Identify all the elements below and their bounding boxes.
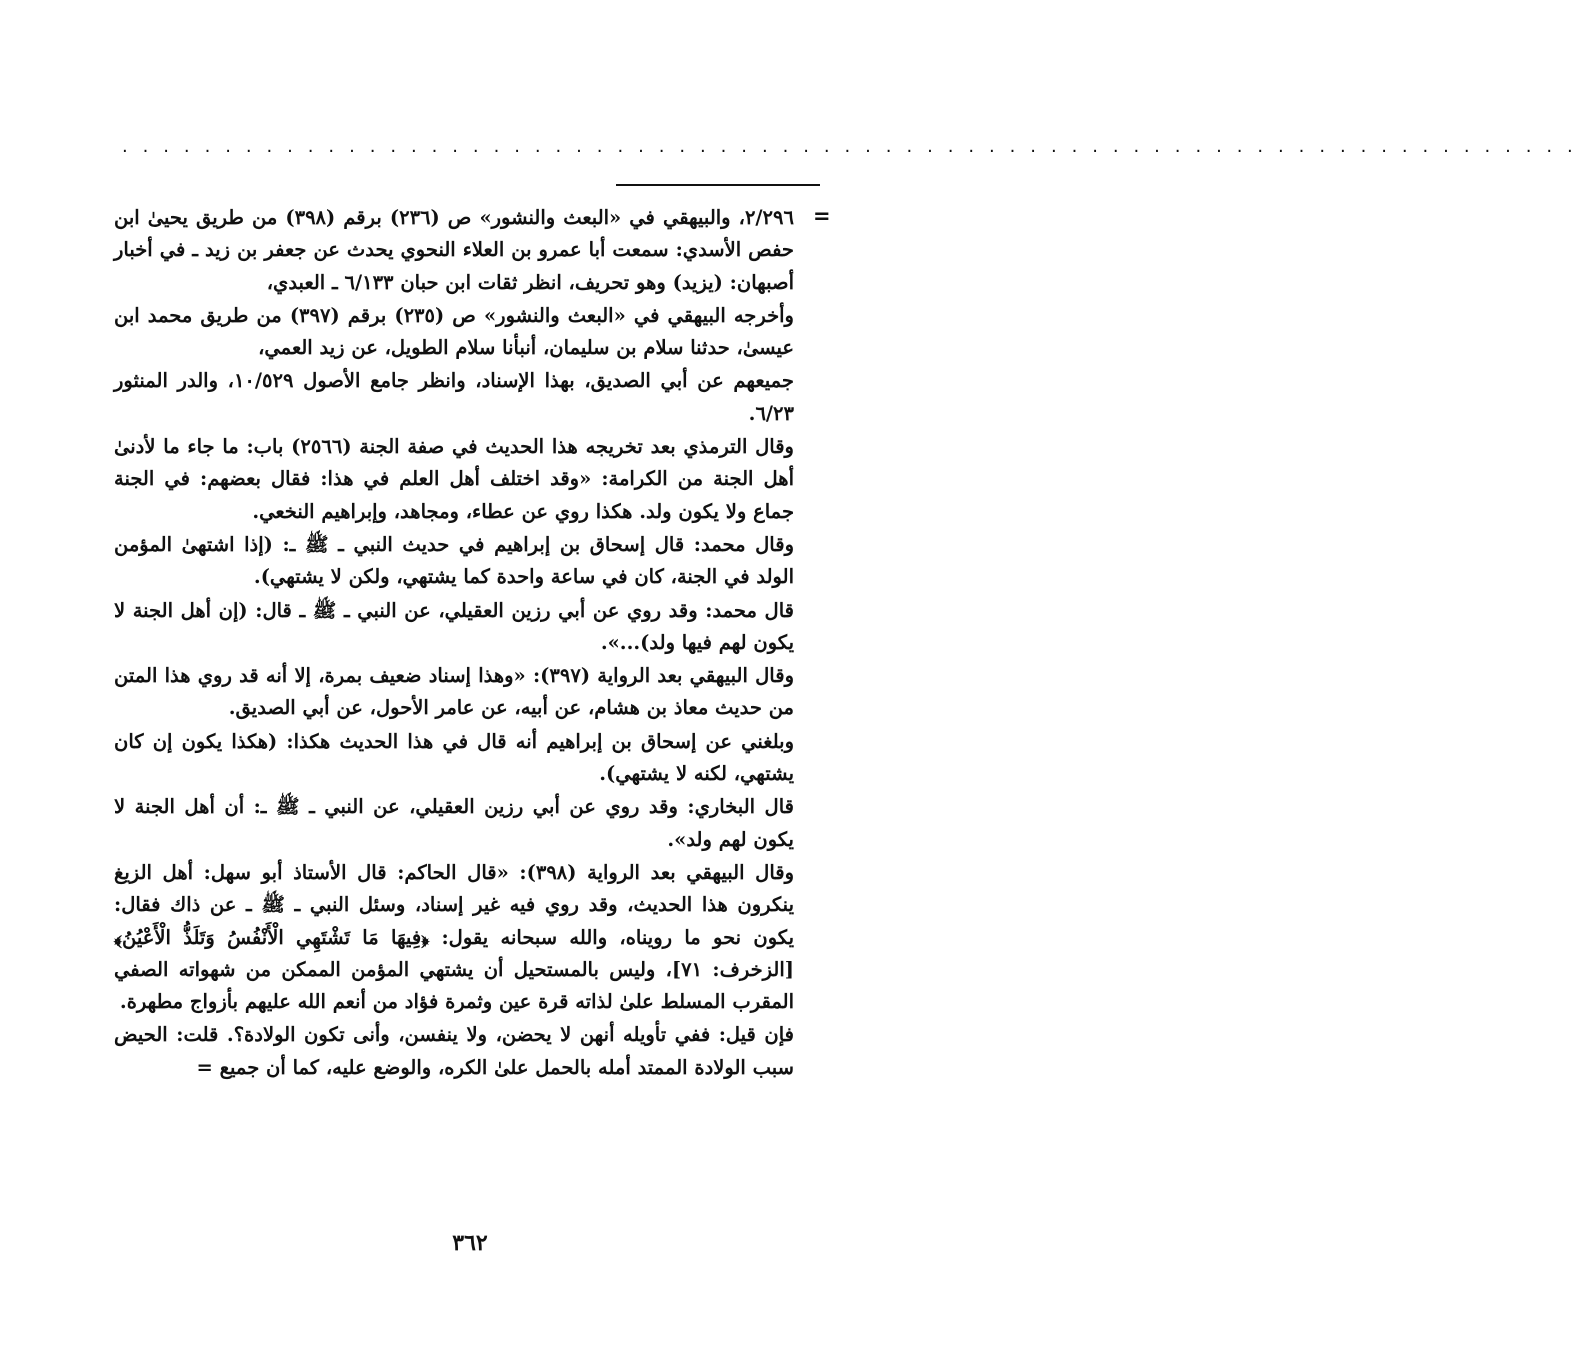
footnote-separator-rule (616, 184, 820, 186)
footnote-paragraph-4: وقال الترمذي بعد تخريجه هذا الحديث في صفة الجنة (٢٥٦٦) باب: ما جاء ما لأدنىٰ أهل الجنة من الكرامة: «وقد اختلف أهل العلم في هذا: فقال بعضهم: في الجنة جماع ولا يكون ولد. هكذا روي عن عطاء، ومجاهد، وإبراهيم النخعي. (114, 435, 794, 523)
footnote-paragraph-11: فإن قيل: ففي تأويله أنهن لا يحضن، ولا ينفسن، وأنى تكون الولادة؟. قلت: الحيض سبب الولادة الممتد أمله بالحمل علىٰ الكره، والوضع عليه، كما أن جميع = (114, 1023, 794, 1079)
footnote-paragraph-9: قال البخاري: وقد روي عن أبي رزين العقيلي، عن النبي ـ ﷺ ـ: أن أهل الجنة لا يكون لهم ولد». (114, 795, 794, 851)
page-number: ٣٦٢ (452, 1230, 488, 1256)
footnote-paragraph-6: قال محمد: وقد روي عن أبي رزين العقيلي، عن النبي ـ ﷺ ـ قال: (إن أهل الجنة لا يكون لهم فيها ولد)...». (114, 598, 794, 654)
footnote-paragraph-3: جميعهم عن أبي الصديق، بهذا الإسناد، وانظر جامع الأصول ١٠/٥٢٩، والدر المنثور ٦/٢٣. (114, 369, 794, 425)
footnote-paragraph-7: وقال البيهقي بعد الرواية (٣٩٧): «وهذا إسناد ضعيف بمرة، إلا أنه قد روي هذا المتن من حديث معاذ بن هشام، عن أبيه، عن عامر الأحول، عن أبي الصديق. (114, 664, 794, 720)
footnote-paragraph-8: وبلغني عن إسحاق بن إبراهيم أنه قال في هذا الحديث هكذا: (هكذا يكون إن كان يشتهي، لكنه لا يشتهي). (114, 729, 794, 786)
footnote-paragraph-5: وقال محمد: قال إسحاق بن إبراهيم في حديث النبي ـ ﷺ ـ: (إذا اشتهىٰ المؤمن الولد في الجنة، كان في ساعة واحدة كما يشتهي، ولكن لا يشتهي). (114, 532, 794, 589)
leader-dots: . . . . . . . . . . . . . . . . . . . . . . . . . . . . . . . . . . . . . . . . . . . . . . . . . . . . . . . . . . . . . . . . . . . . . . . (122, 136, 1577, 157)
footnote-paragraph-1: ٢/٢٩٦، والبيهقي في «البعث والنشور» ص (٢٣٦) برقم (٣٩٨) من طريق يحيىٰ ابن حفص الأسدي: سمعت أبا عمرو بن العلاء النحوي يحدث عن جعفر بن زيد ـ في أخبار أصبهان: (يزيد) وهو تحريف، انظر ثقات ابن حبان ٦/١٣٣ ـ العبدي، (114, 206, 794, 294)
continuation-mark: = (813, 204, 831, 228)
footnote-block (114, 202, 794, 1085)
footnote-paragraph-10: وقال البيهقي بعد الرواية (٣٩٨): «قال الحاكم: قال الأستاذ أبو سهل: أهل الزيغ ينكرون هذا الحديث، وقد روي فيه غير إسناد، وسئل النبي ـ ﷺ ـ عن ذاك فقال: يكون نحو ما رويناه، والله سبحانه يقول: ﴿فِيهَا مَا تَشْتَهِي الْأَنْفُسُ وَتَلَذُّ الْأَعْيُنُ﴾ [الزخرف: ٧١]، وليس بالمستحيل أن يشتهي المؤمن الممكن من شهواته الصفي المقرب المسلط علىٰ لذاته قرة عين وثمرة فؤاد من أنعم الله عليهم بأزواج مطهرة. (114, 860, 794, 1014)
footnote-paragraph-2: وأخرجه البيهقي في «البعث والنشور» ص (٢٣٥) برقم (٣٩٧) من طريق محمد ابن عيسىٰ، حدثنا سلام بن سليمان، أنبأنا سلام الطويل، عن زيد العمي، (114, 303, 794, 360)
